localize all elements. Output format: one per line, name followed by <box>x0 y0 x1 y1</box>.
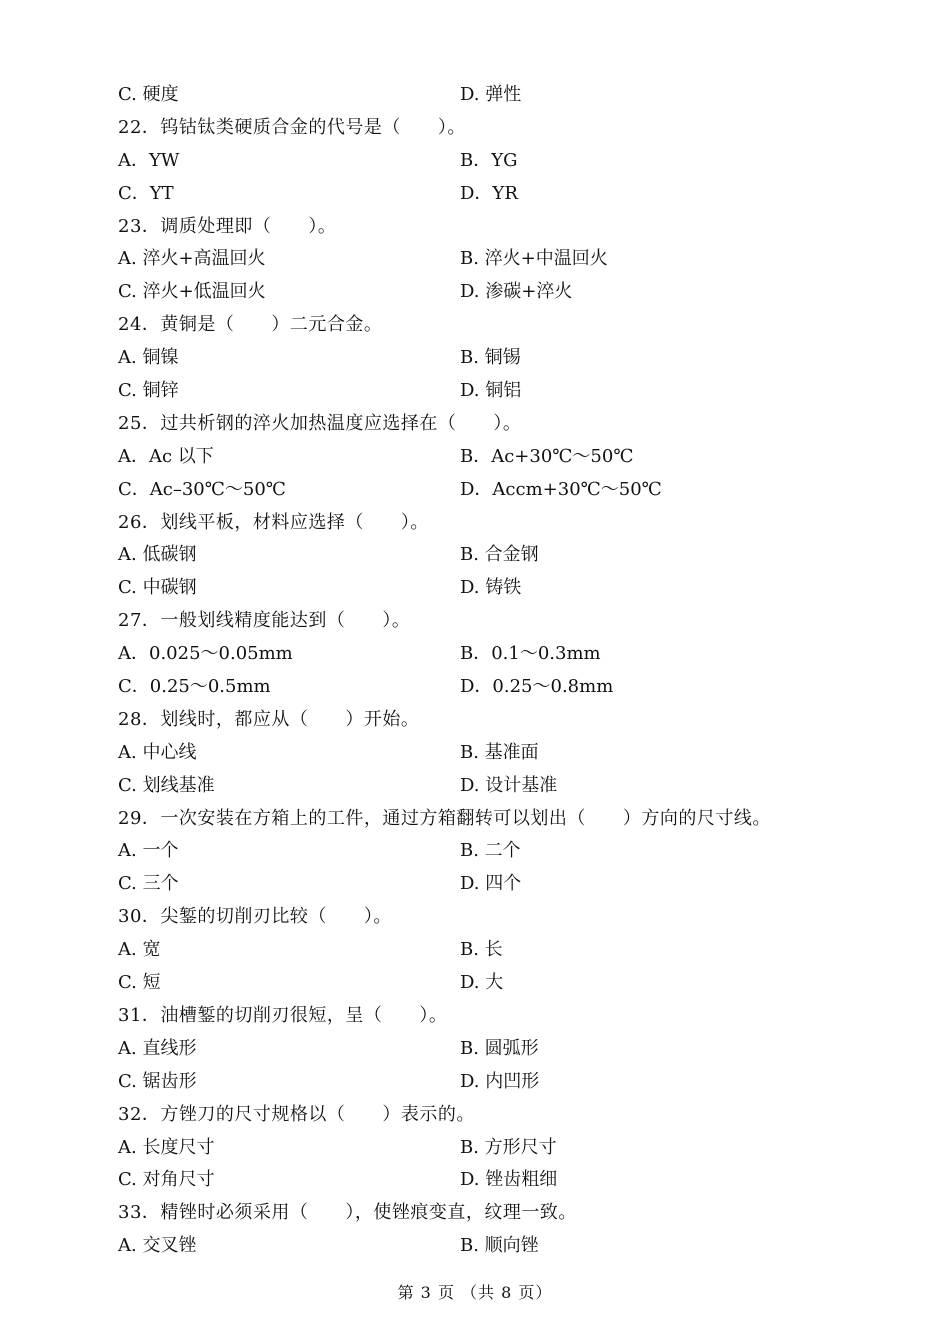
option-row <box>118 770 838 803</box>
option-right: D. 渗碳+淬火 <box>460 281 573 303</box>
question-stem: 28．划线时，都应从（ ）开始。 <box>118 708 420 730</box>
option-right: D. 锉齿粗细 <box>460 1169 558 1191</box>
option-right: D. 铸铁 <box>460 577 522 599</box>
option-left: A．YW <box>118 149 180 171</box>
option-right: D. 弹性 <box>460 84 522 105</box>
option-row <box>118 1132 838 1165</box>
option-row <box>118 1066 838 1099</box>
option-right: B. 圆弧形 <box>460 1037 539 1059</box>
option-left: A．Ac 以下 <box>118 445 214 467</box>
option-row <box>118 967 838 1000</box>
option-right: B. 基准面 <box>460 741 539 763</box>
option-row <box>118 638 838 671</box>
option-left: C. 锯齿形 <box>118 1070 197 1092</box>
option-left: A. 中心线 <box>118 741 197 763</box>
option-left: A. 铜镍 <box>118 347 179 369</box>
option-right: B. 铜锡 <box>460 347 521 369</box>
option-left: C．Ac–30℃～50℃ <box>118 478 286 500</box>
option-row <box>118 178 838 211</box>
option-left: A. 宽 <box>118 939 161 961</box>
option-left: A．0.025～0.05mm <box>118 643 293 665</box>
option-row <box>118 1033 838 1066</box>
option-right: D．Accm+30℃～50℃ <box>460 478 662 500</box>
option-right: B．Ac+30℃～50℃ <box>460 445 634 467</box>
page-footer: 第 3 页 （共 8 页） <box>397 1283 553 1302</box>
option-right: B. 顺向锉 <box>460 1235 539 1257</box>
question-stem: 22．钨钴钛类硬质合金的代号是（ ）。 <box>118 116 466 138</box>
option-right: D．YR <box>460 182 518 204</box>
option-row <box>118 474 838 507</box>
option-left: C. 划线基准 <box>118 774 215 796</box>
option-left: A. 淬火+高温回火 <box>118 248 266 270</box>
option-row <box>118 276 838 309</box>
option-row <box>118 145 838 178</box>
question-stem: 27．一般划线精度能达到（ ）。 <box>118 610 411 632</box>
option-row <box>118 835 838 868</box>
option-right: D. 设计基准 <box>460 774 558 796</box>
option-right: B. 合金钢 <box>460 544 539 566</box>
question-stem: 33．精锉时必须采用（ ），使锉痕变直，纹理一致。 <box>118 1202 577 1224</box>
option-left: C. 三个 <box>118 873 179 895</box>
option-left: A. 长度尺寸 <box>118 1136 215 1158</box>
option-right: B. 方形尺寸 <box>460 1136 557 1158</box>
option-row <box>118 441 838 474</box>
option-row <box>118 737 838 770</box>
option-row <box>118 539 838 572</box>
option-left: C. 铜锌 <box>118 380 179 402</box>
question-stem: 29．一次安装在方箱上的工件，通过方箱翻转可以划出（ ）方向的尺寸线。 <box>118 807 771 829</box>
option-row <box>118 868 838 901</box>
question-stem: 25．过共析钢的淬火加热温度应选择在（ ）。 <box>118 412 522 434</box>
question-stem: 26．划线平板，材料应选择（ ）。 <box>118 511 429 533</box>
option-right: D．0.25～0.8mm <box>460 676 614 698</box>
option-left: C．0.25～0.5mm <box>118 676 271 698</box>
option-right: D. 内凹形 <box>460 1070 540 1092</box>
question-stem: 32．方锉刀的尺寸规格以（ ）表示的。 <box>118 1103 475 1125</box>
option-right: D. 铜铝 <box>460 380 522 402</box>
option-right: D. 四个 <box>460 873 522 895</box>
option-row <box>118 1164 838 1197</box>
option-right: B. 淬火+中温回火 <box>460 248 608 270</box>
option-right: B. 二个 <box>460 840 521 862</box>
option-row <box>118 572 838 605</box>
option-left: C. 硬度 <box>118 84 179 105</box>
option-row <box>118 671 838 704</box>
option-right: B. 长 <box>460 939 503 961</box>
option-left: C．YT <box>118 182 174 204</box>
option-row <box>118 243 838 276</box>
question-list <box>118 79 838 1263</box>
option-right: B．0.1～0.3mm <box>460 643 601 665</box>
option-row <box>118 342 838 375</box>
option-row <box>118 934 838 967</box>
option-left: A. 一个 <box>118 840 179 862</box>
option-left: A. 低碳钢 <box>118 544 197 566</box>
option-left: C. 短 <box>118 972 161 994</box>
option-left: A. 直线形 <box>118 1037 197 1059</box>
option-right: D. 大 <box>460 972 504 994</box>
question-stem: 24．黄铜是（ ）二元合金。 <box>118 314 383 336</box>
option-row <box>118 79 838 112</box>
question-stem: 31．油槽錾的切削刃很短，呈（ ）。 <box>118 1004 448 1026</box>
question-stem: 23．调质处理即（ ）。 <box>118 215 337 237</box>
option-left: C. 对角尺寸 <box>118 1169 215 1191</box>
option-left: C. 中碳钢 <box>118 577 197 599</box>
option-row <box>118 1230 838 1263</box>
option-row <box>118 375 838 408</box>
option-left: C. 淬火+低温回火 <box>118 281 266 303</box>
option-left: A. 交叉锉 <box>118 1235 197 1257</box>
question-stem: 30．尖錾的切削刃比较（ ）。 <box>118 906 392 928</box>
option-right: B．YG <box>460 149 518 171</box>
